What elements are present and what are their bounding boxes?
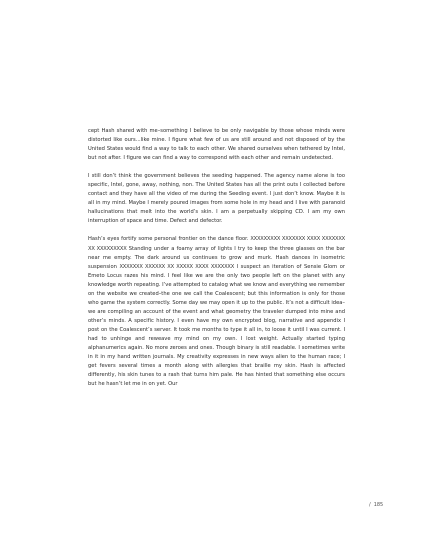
paragraph-text: cept Hash shared with me–something I believe to be only navigable by those whose minds were distorted like ours...like mine. I figure what few of us are still around and not disposed of by the United States would find a way to talk to each other. We shared ourselves when tethered by Intel, but not after. I figure we can find a way to correspond with each other and remain undetected.: [88, 128, 345, 162]
paragraph-text: I suspect an iteration of Sensie Glom or Emeto Locus razes his mind. I feel like we are the only two people left on the planet with any knowledge worth repeating. I’ve attempted to catalog what we know and everything we remember on the website we created–the one we call the Coalescent; but this information is only for those who game the system correctly. Some day we may open it up to the public. It’s not a difficult idea–we are compiling an account of the event and what geometry the traveler dumped into mine and other’s minds. A specific history. I even have my own encrypted blog, narrative and appendix I post on the Coalescent’s server. It took me months to type it all in, to loose it until I was current. I had to unhinge and reweave my mind on my own. I lost weight. Actually started typing alphanumerics again. No more zeroes and ones. Though binary is still readable. I sometimes write in it in my hand written journals. My creativity expresses in new ways alien to the human race; I get fevers several times a month along with allergies that braille my skin. Hash is affected differently, his skin tunes to a rash that turns him pale. He has hinted that something else occurs but he hasn’t let me in on yet. Our: [88, 263, 345, 388]
paragraph: [88, 127, 345, 163]
paragraph: [88, 172, 345, 226]
folio-number: 185: [373, 502, 384, 508]
paragraph-text: Standing under a foamy array of lights I try to keep the three glasses on the bar near me empty. The dark around us continues to grow and murk. Hash dances in isometric suspension: [88, 245, 345, 270]
paragraph-text: I still don’t think the government believes the seeding happened. The agency name alone is too specific, Intel, gone, away, nothing, non. The United States has all the print outs I collected before contact and they have all the video of me during the Seeding event. I just don’t know. Maybe it is all in my mind. Maybe I merely poured images from some hole in my head and I live with paranoid hallucinations that melt into the world’s skin. I am a perpetually skipping CD. I am my own interruption of space and time. Defect and defector.: [88, 173, 345, 225]
paragraph-text: Hash’s eyes fortify some personal frontier on the dance floor.: [88, 236, 251, 243]
folio-slash: /: [369, 502, 371, 508]
redaction-marks: XXXXXXX XXXXXX XX XXXXX XXXX XXXXXXX: [119, 263, 235, 270]
body-text: [88, 127, 345, 398]
paragraph: [88, 235, 345, 389]
page-number: [369, 502, 383, 508]
redaction-marks: XXXXXXXXX XXXXXXX XXXX XXXXXXX XX XXXXXXXXX: [88, 236, 345, 252]
